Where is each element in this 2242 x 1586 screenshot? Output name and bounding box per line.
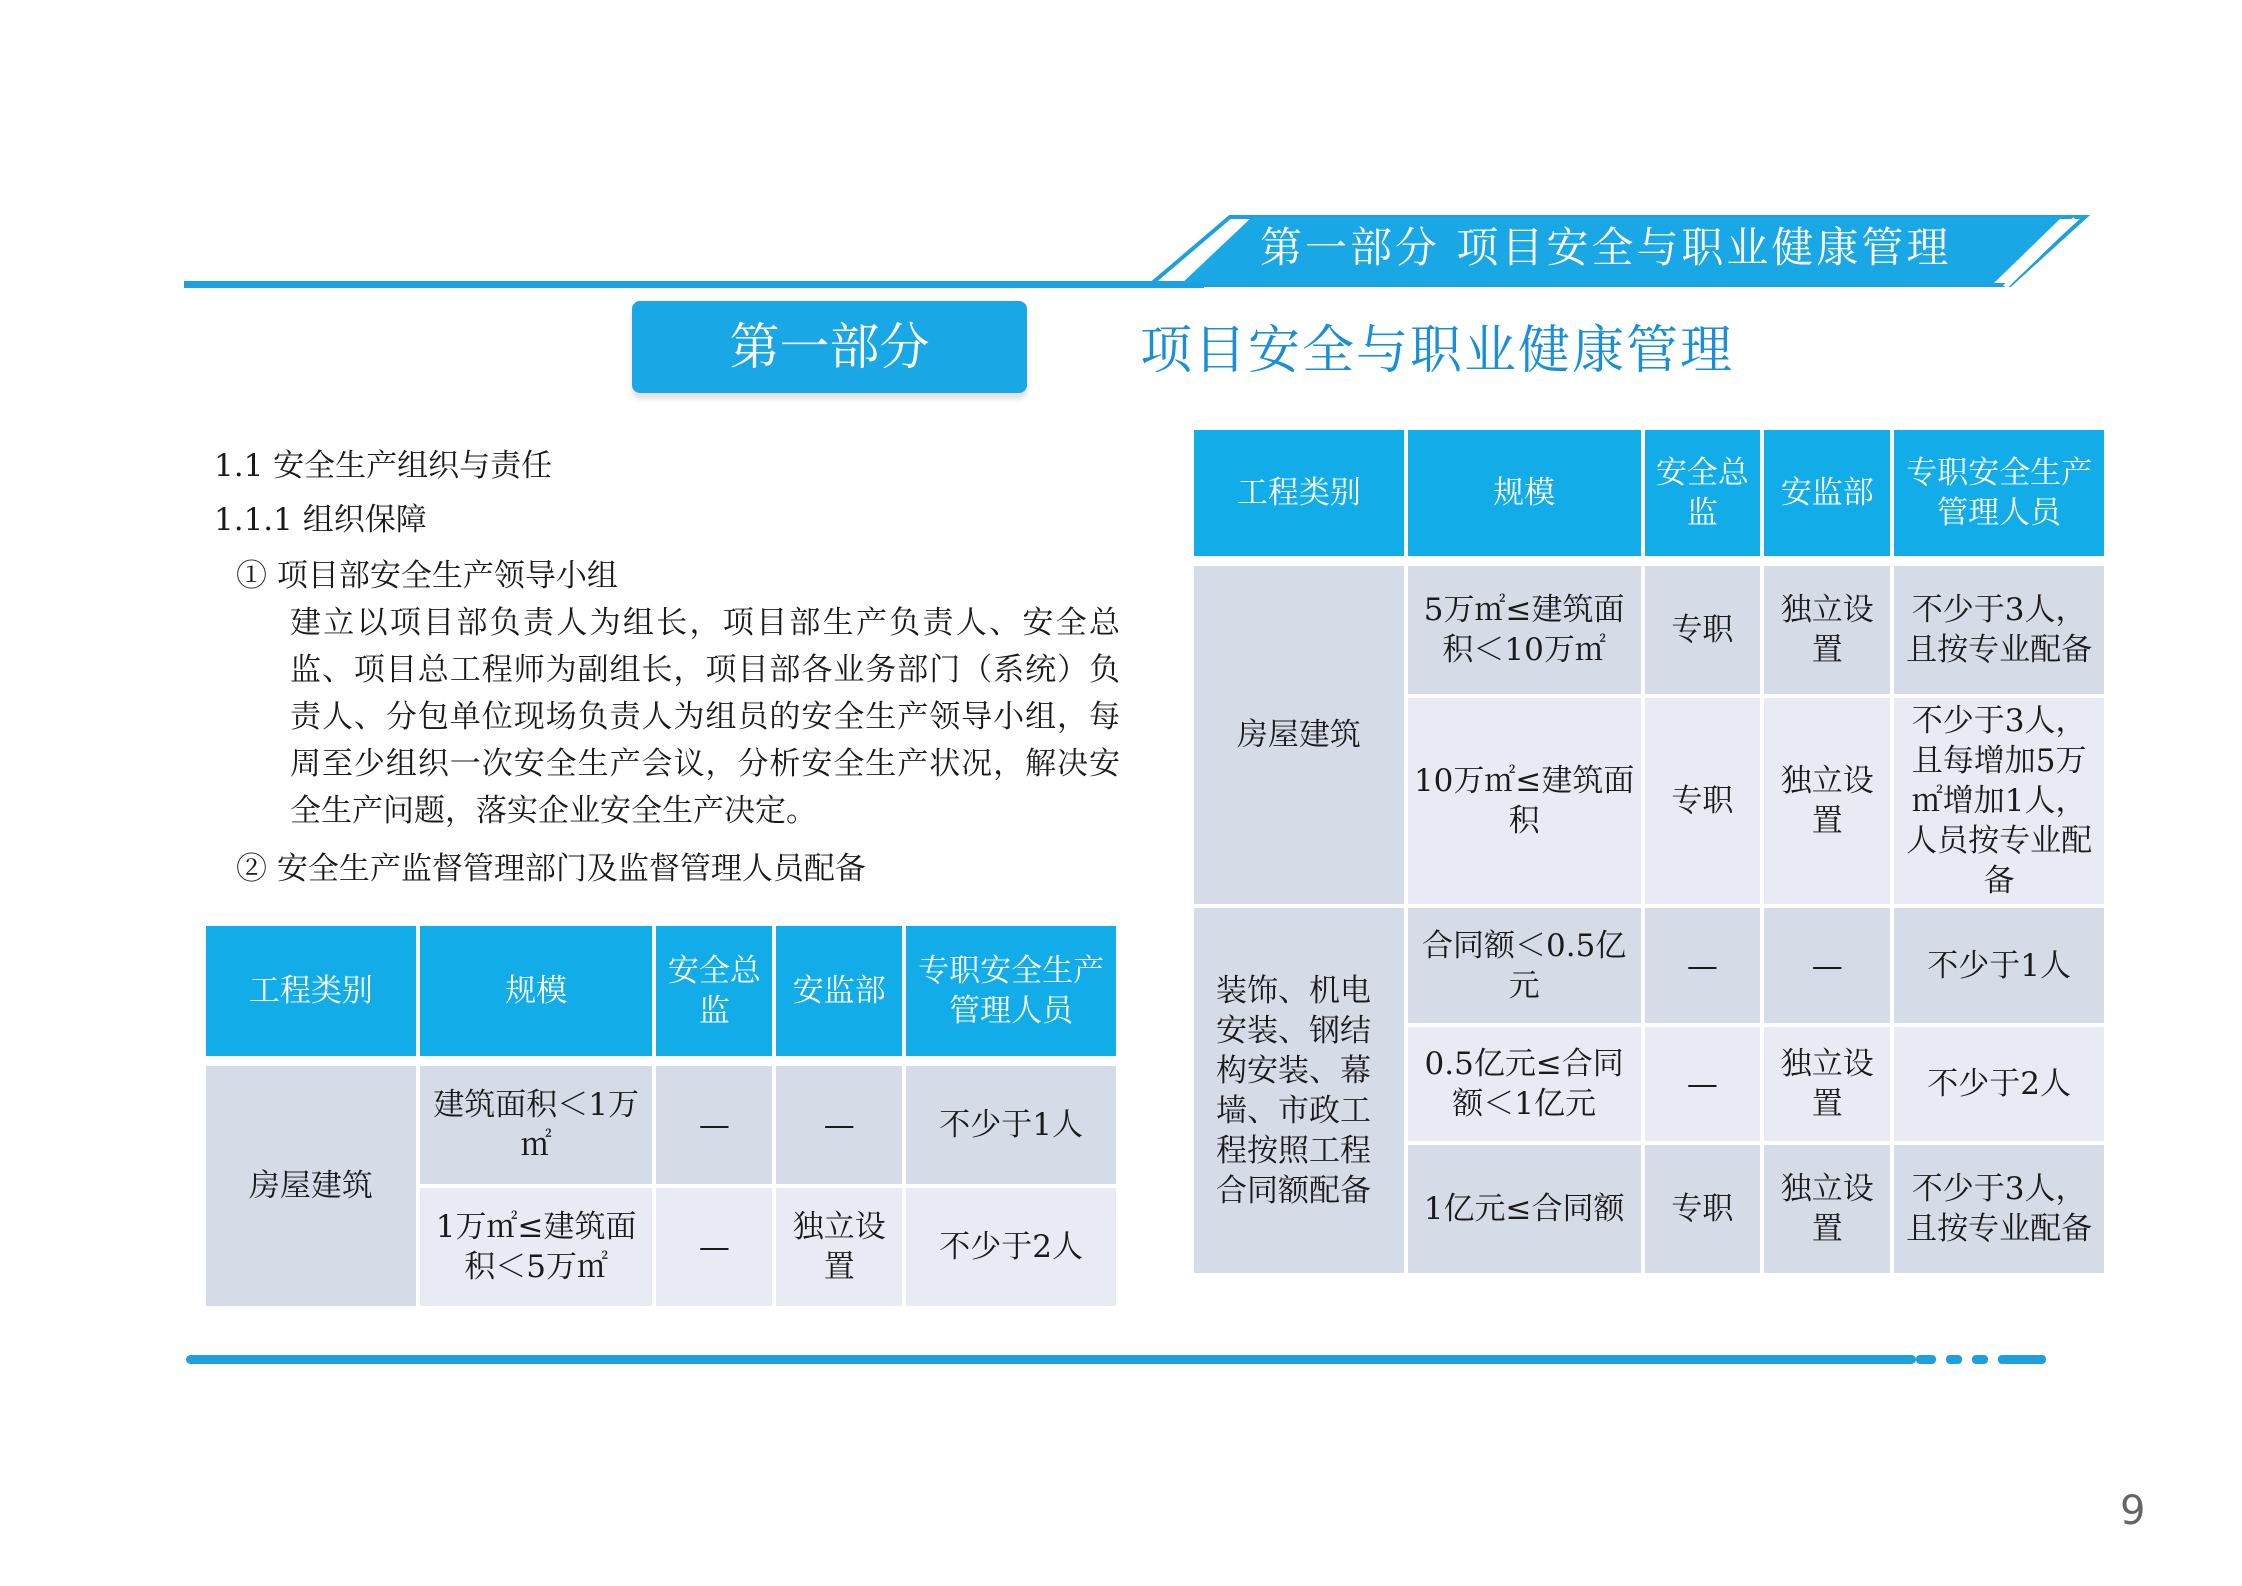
staffing-table-large xyxy=(1190,426,2108,1277)
col-header-dept: 安监部 xyxy=(776,926,902,1056)
col-header-category: 工程类别 xyxy=(1194,430,1404,556)
table-cell: — xyxy=(656,1188,772,1306)
footer-dash xyxy=(1972,1355,1988,1364)
staffing-table-small xyxy=(202,922,1120,1310)
part-label-box: 第一部分 xyxy=(632,301,1027,393)
table-cell: 合同额＜0.5亿元 xyxy=(1408,908,1641,1023)
page-number: 9 xyxy=(2120,1488,2146,1534)
category-cell: 房屋建筑 xyxy=(206,1066,416,1306)
table-cell: 专职 xyxy=(1645,1145,1761,1273)
table-cell: — xyxy=(656,1066,772,1184)
table-cell: 专职 xyxy=(1645,566,1761,694)
table-cell: 不少于2人 xyxy=(1894,1027,2104,1141)
table-cell: 不少于1人 xyxy=(906,1066,1116,1184)
table-cell: 独立设置 xyxy=(1764,698,1890,904)
table-cell: 0.5亿元≤合同额＜1亿元 xyxy=(1408,1027,1641,1141)
table-cell: 不少于3人，且按专业配备 xyxy=(1894,1145,2104,1273)
heading-1-1: 1.1 安全生产组织与责任 xyxy=(214,448,553,484)
table-cell: 建筑面积＜1万㎡ xyxy=(420,1066,653,1184)
table-cell: — xyxy=(776,1066,902,1184)
list-item-2: ② 安全生产监督管理部门及监督管理人员配备 xyxy=(236,851,866,887)
category-cell: 房屋建筑 xyxy=(1194,566,1404,904)
col-header-director: 安全总监 xyxy=(1645,430,1761,556)
table-cell: 不少于3人，且每增加5万㎡增加1人，人员按专业配备 xyxy=(1894,698,2104,904)
footer-dash xyxy=(1946,1355,1962,1364)
table-cell: 1亿元≤合同额 xyxy=(1408,1145,1641,1273)
table-cell: 专职 xyxy=(1645,698,1761,904)
table-cell: — xyxy=(1645,1027,1761,1141)
footer-dash xyxy=(1916,1355,1936,1364)
table-cell: 独立设置 xyxy=(1764,566,1890,694)
table-cell: 独立设置 xyxy=(1764,1027,1890,1141)
table-cell: — xyxy=(1645,908,1761,1023)
table-cell: 5万㎡≤建筑面积＜10万㎡ xyxy=(1408,566,1641,694)
col-header-director: 安全总监 xyxy=(656,926,772,1056)
table-cell: 独立设置 xyxy=(1764,1145,1890,1273)
col-header-staff: 专职安全生产管理人员 xyxy=(1894,430,2104,556)
table-cell: 不少于1人 xyxy=(1894,908,2104,1023)
col-header-category: 工程类别 xyxy=(206,926,416,1056)
table-cell: 不少于3人，且按专业配备 xyxy=(1894,566,2104,694)
col-header-scale: 规模 xyxy=(1408,430,1641,556)
category-cell: 装饰、机电安装、钢结构安装、幕墙、市政工程按照工程合同额配备 xyxy=(1194,908,1404,1273)
table-cell: 不少于2人 xyxy=(906,1188,1116,1306)
col-header-staff: 专职安全生产管理人员 xyxy=(906,926,1116,1056)
heading-1-1-1: 1.1.1 组织保障 xyxy=(214,502,427,538)
footer-dashes xyxy=(1916,1350,2056,1370)
list-item-1: ① 项目部安全生产领导小组 xyxy=(236,558,618,594)
table-cell: 独立设置 xyxy=(776,1188,902,1306)
table-cell: 10万㎡≤建筑面积 xyxy=(1408,698,1641,904)
footer-dash xyxy=(1998,1355,2046,1364)
header-banner-title: 第一部分 项目安全与职业健康管理 xyxy=(1260,223,1952,272)
footer-rule xyxy=(186,1355,1916,1364)
table-cell: — xyxy=(1764,908,1890,1023)
table-cell: 1万㎡≤建筑面积＜5万㎡ xyxy=(420,1188,653,1306)
col-header-scale: 规模 xyxy=(420,926,653,1056)
part-title: 项目安全与职业健康管理 xyxy=(1140,321,1735,381)
col-header-dept: 安监部 xyxy=(1764,430,1890,556)
paragraph: 建立以项目部负责人为组长，项目部生产负责人、安全总监、项目总工程师为副组长，项目部各业务部门（系统）负责人、分包单位现场负责人为组员的安全生产领导小组，每周至少组织一次安全生产会议，分析安全生产状况，解决安全生产问题，落实企业安全生产决定。 xyxy=(290,605,1120,829)
